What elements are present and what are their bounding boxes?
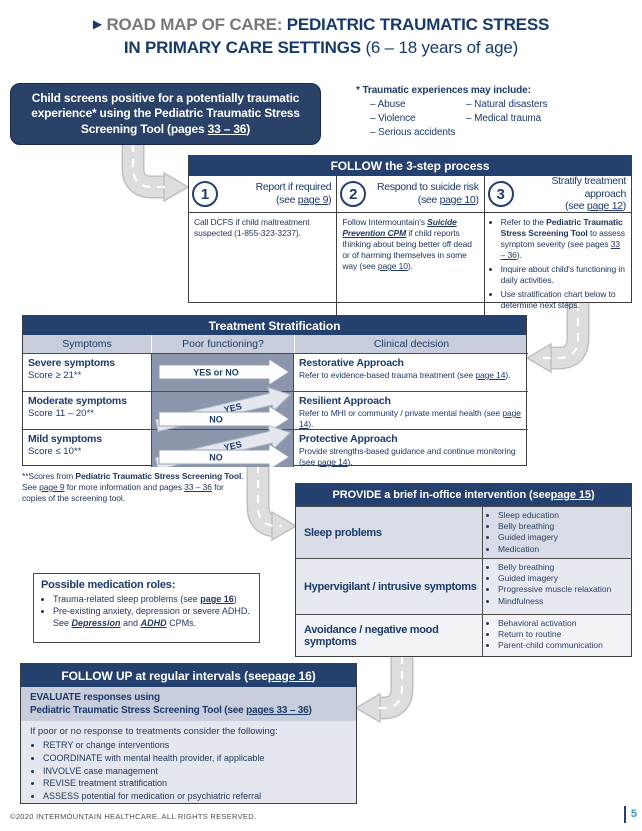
- step-2-page-link[interactable]: page 10: [439, 194, 476, 206]
- scores-footnote: [22, 471, 248, 504]
- col-header-decision: Clinical decision: [294, 335, 528, 353]
- step-1-body: Call DCFS if child maltreatment suspected (1-855-323-3237).: [194, 217, 310, 239]
- process-step-1: [189, 176, 336, 318]
- trauma-item: – Serious accidents: [370, 127, 456, 138]
- decision-title: Restorative Approach: [299, 357, 404, 369]
- intervention-item: • Guided imagery: [498, 532, 629, 543]
- follow-up-actions: [21, 721, 356, 803]
- decision-text-part: ).: [347, 456, 353, 467]
- symptom-moderate: [23, 391, 151, 429]
- title-prefix: ROAD MAP OF CARE:: [106, 15, 283, 34]
- evaluate-text-suffix: ): [308, 705, 312, 716]
- follow-up-intro: If poor or no response to treatments consider the following:: [30, 726, 278, 737]
- intervention-item: • Behavioral activation: [498, 618, 629, 629]
- symptom-score: Score ≤ 10**: [28, 446, 82, 457]
- intervention-item: • Parent-child communication: [498, 640, 629, 651]
- step-1-title-text: Report if required: [255, 181, 332, 194]
- road-arrow-provide-to-followup: [356, 656, 402, 722]
- step-1-page-link[interactable]: page 9: [297, 194, 329, 206]
- road-arrow-strat-to-provide: [258, 465, 296, 540]
- follow-up-item: • INVOLVE case management: [43, 765, 347, 778]
- page-14-link[interactable]: page 14: [475, 370, 506, 380]
- step-2-body: [337, 213, 483, 318]
- medication-text: Pre-existing anxiety, depression or severe ADHD. See: [53, 606, 250, 629]
- step-1-number-badge: 1: [192, 181, 218, 207]
- see-prefix: (see: [275, 194, 298, 206]
- decision-text-part: Refer to MHI or community / private mental health (see: [299, 408, 503, 418]
- page-16-link[interactable]: page 16: [267, 668, 312, 683]
- step-3-title-text: Stratify treatment approach: [551, 175, 626, 200]
- step-2-number-badge: 2: [340, 181, 366, 207]
- in-office-intervention-table: [295, 483, 632, 657]
- medication-text: Trauma-related sleep problems (see: [53, 594, 201, 604]
- page-14-link[interactable]: page 14: [299, 408, 521, 429]
- intervention-item: • Sleep education: [498, 510, 629, 521]
- intervention-items: [482, 615, 631, 656]
- page-title: [0, 14, 642, 60]
- step-3-number-badge: 3: [488, 181, 514, 207]
- step-3-bullet-2: • Inquire about child's functioning in daily activities.: [501, 264, 626, 286]
- stratification-column-headers: [23, 335, 526, 353]
- no-label: NO: [209, 452, 223, 463]
- intervention-label: Sleep problems: [304, 526, 382, 539]
- intervention-item: • Guided imagery: [498, 573, 629, 584]
- symptom-title: Mild symptoms: [28, 433, 102, 445]
- footnote-text: for more information and pages: [64, 482, 185, 493]
- decision-title: Resilient Approach: [299, 395, 391, 407]
- intervention-item: • Medication: [498, 544, 629, 555]
- decision-text-part: ).: [308, 418, 314, 429]
- see-suffix: ): [475, 194, 479, 206]
- intervention-item: • Return to routine: [498, 629, 629, 640]
- follow-up-header-suffix: ): [311, 668, 316, 683]
- follow-up-item: • COORDINATE with mental health provider, if applicable: [43, 752, 347, 765]
- depression-cpm-link[interactable]: Depression: [71, 618, 121, 629]
- step-3-bullet-3: • Use stratification chart below to determine next steps.: [501, 289, 626, 311]
- step-2-text: ).: [407, 261, 413, 272]
- decision-protective: [294, 429, 528, 467]
- yes-no-arrows: [151, 353, 294, 467]
- adhd-cpm-link[interactable]: ADHD: [140, 618, 167, 629]
- trauma-experiences-note: [356, 85, 608, 141]
- intervention-label: Hypervigilant / intrusive symptoms: [304, 580, 477, 593]
- process-step-3: [484, 176, 631, 318]
- step-3-title: [514, 175, 628, 213]
- intervention-header-suffix: ): [590, 489, 595, 501]
- follow-up-header-text: FOLLOW UP at regular intervals (see: [61, 668, 268, 683]
- step-2-page-link-2[interactable]: page 10: [377, 261, 408, 272]
- symptom-title: Moderate symptoms: [28, 395, 127, 407]
- symptom-mild: [23, 429, 151, 467]
- evaluate-section: [21, 687, 356, 721]
- intervention-item: • Belly breathing: [498, 562, 629, 573]
- step-3-body: [485, 213, 631, 318]
- title-line-1: [0, 14, 642, 37]
- trauma-item: – Natural disasters: [466, 99, 548, 110]
- evaluate-line-2: [30, 704, 347, 717]
- footnote-text: for copies of the screening tool.: [22, 482, 224, 504]
- medication-text: and: [120, 618, 141, 629]
- step-2-text: Follow Intermountain's: [342, 217, 428, 227]
- step-2-title-text: Respond to suicide risk: [377, 181, 479, 194]
- trauma-item: – Medical trauma: [466, 113, 542, 124]
- road-arrow-entry-to-process: [133, 144, 188, 201]
- step-2-text: if child reports thinking about being better off dead or of harming themselves in some way (see: [342, 228, 472, 272]
- screening-tool-name: Pediatric Traumatic Stress Screening Tool: [75, 471, 242, 481]
- entry-condition-box: [10, 83, 321, 145]
- intervention-items: [482, 559, 631, 614]
- stratification-header: Treatment Stratification: [23, 316, 526, 335]
- symptom-score: Score ≥ 21**: [28, 370, 82, 381]
- no-label: NO: [209, 414, 223, 425]
- screening-tool-name: Pediatric Traumatic Stress Screening Tool: [500, 217, 623, 239]
- trauma-note-col2: [466, 99, 547, 141]
- pages-33-36-link[interactable]: pages 33 – 36: [246, 705, 309, 716]
- step-3-bullet-1: [501, 217, 626, 261]
- follow-up-item: • ASSESS potential for medication or psychiatric referral: [43, 790, 347, 803]
- intervention-row-sleep: [296, 506, 631, 558]
- yes-or-no-label: YES or NO: [193, 367, 239, 378]
- step-2-title: [366, 181, 480, 206]
- symptom-severe: [23, 353, 151, 391]
- footnote-text: . See: [22, 471, 244, 493]
- medication-bullet-1: [53, 593, 252, 605]
- trauma-note-col1: [370, 99, 466, 141]
- title-line2-bold: IN PRIMARY CARE SETTINGS: [123, 37, 361, 57]
- yes-label: YES: [222, 439, 243, 453]
- intervention-header: [296, 484, 631, 506]
- symptom-title: Severe symptoms: [28, 357, 115, 369]
- step-1-title: [218, 181, 333, 206]
- intervention-row-hypervigilant: [296, 558, 631, 614]
- page-15-link[interactable]: page 15: [550, 489, 591, 501]
- evaluate-text: Pediatric Traumatic Stress Screening Tool (see: [30, 705, 247, 716]
- follow-up-header: [21, 664, 356, 687]
- see-suffix: ): [328, 194, 332, 206]
- decision-restorative: [294, 353, 528, 391]
- process-step-2: [336, 176, 483, 318]
- see-prefix: (see: [565, 200, 587, 213]
- intervention-item: • Mindfulness: [498, 596, 629, 607]
- intervention-items: [482, 507, 631, 558]
- title-line-2: [0, 37, 642, 60]
- decision-text: [299, 446, 523, 467]
- title-age-range: (6 – 18 years of age): [365, 37, 519, 57]
- medication-text: CPMs.: [166, 618, 197, 629]
- follow-up-item: • REVISE treatment stratification: [43, 777, 347, 790]
- symptom-score: Score 11 – 20**: [28, 408, 94, 419]
- page-9-link[interactable]: page 9: [39, 482, 65, 493]
- footnote-text: **Scores from: [22, 471, 76, 481]
- treatment-stratification-table: [22, 315, 527, 466]
- trauma-note-title: * Traumatic experiences may include:: [356, 85, 531, 96]
- medication-roles-box: [33, 573, 260, 643]
- decision-text-part: Provide strengths-based guidance and continue monitoring (see: [299, 446, 516, 467]
- col-header-symptoms: Symptoms: [62, 338, 112, 350]
- page-16-link[interactable]: page 16: [200, 594, 234, 604]
- decision-text: [299, 370, 523, 381]
- trauma-item: – Violence: [370, 113, 416, 124]
- intervention-item: • Belly breathing: [498, 521, 629, 532]
- decision-title: Protective Approach: [299, 433, 398, 445]
- process-header: FOLLOW the 3-step process: [189, 156, 631, 176]
- bullet-text: Refer to the: [500, 217, 547, 227]
- trauma-item: – Abuse: [370, 99, 406, 110]
- see-suffix: ): [622, 200, 626, 213]
- step-3-page-link[interactable]: page 12: [586, 200, 623, 213]
- page-14-link[interactable]: page 14: [317, 456, 348, 467]
- follow-up-item: • RETRY or change interventions: [43, 739, 347, 752]
- decision-resilient: [294, 391, 528, 429]
- intervention-row-avoidance: [296, 614, 631, 656]
- suicide-prevention-cpm-link[interactable]: Suicide Prevention CPM: [342, 217, 457, 239]
- yes-label: YES: [222, 401, 243, 415]
- entry-pages-link[interactable]: 33 – 36: [207, 121, 247, 136]
- decision-text: [299, 408, 523, 429]
- pages-33-36-link[interactable]: 33 – 36: [184, 482, 212, 493]
- page-number: 5: [630, 808, 637, 820]
- page-number-divider: [624, 806, 626, 823]
- medication-bullet-2: [53, 605, 252, 629]
- pages-33-36-link[interactable]: 33 – 36: [500, 239, 621, 261]
- medication-text: ): [233, 594, 237, 604]
- intervention-header-text: PROVIDE a brief in-office intervention (see: [332, 489, 551, 501]
- bullet-text: to assess symptom severity (see pages: [500, 228, 625, 250]
- decision-text-part: Refer to evidence-based trauma treatment (see: [299, 370, 476, 380]
- evaluate-line-1: EVALUATE responses using: [30, 692, 160, 703]
- see-prefix: (see: [417, 194, 440, 206]
- entry-text-suffix: ): [246, 121, 251, 136]
- entry-text: Child screens positive for a potentially traumatic experience* using the Pediatric Traumatic Stress Screening Tool (pages: [31, 90, 300, 136]
- intervention-item: • Progressive muscle relaxation: [498, 584, 629, 595]
- three-step-process-table: [188, 155, 632, 311]
- triangle-bullet-icon: ▶: [92, 17, 102, 31]
- title-main: PEDIATRIC TRAUMATIC STRESS: [286, 15, 550, 34]
- intervention-label: Avoidance / negative mood symptoms: [304, 623, 439, 648]
- follow-up-box: [20, 663, 357, 804]
- col-header-functioning: Poor functioning?: [151, 335, 294, 353]
- bullet-text: ).: [516, 250, 522, 261]
- decision-text-part: ).: [505, 370, 511, 380]
- copyright-notice: ©2020 INTERMOUNTAIN HEALTHCARE. ALL RIGHTS RESERVED.: [10, 812, 257, 821]
- medication-box-title: Possible medication roles:: [41, 579, 176, 591]
